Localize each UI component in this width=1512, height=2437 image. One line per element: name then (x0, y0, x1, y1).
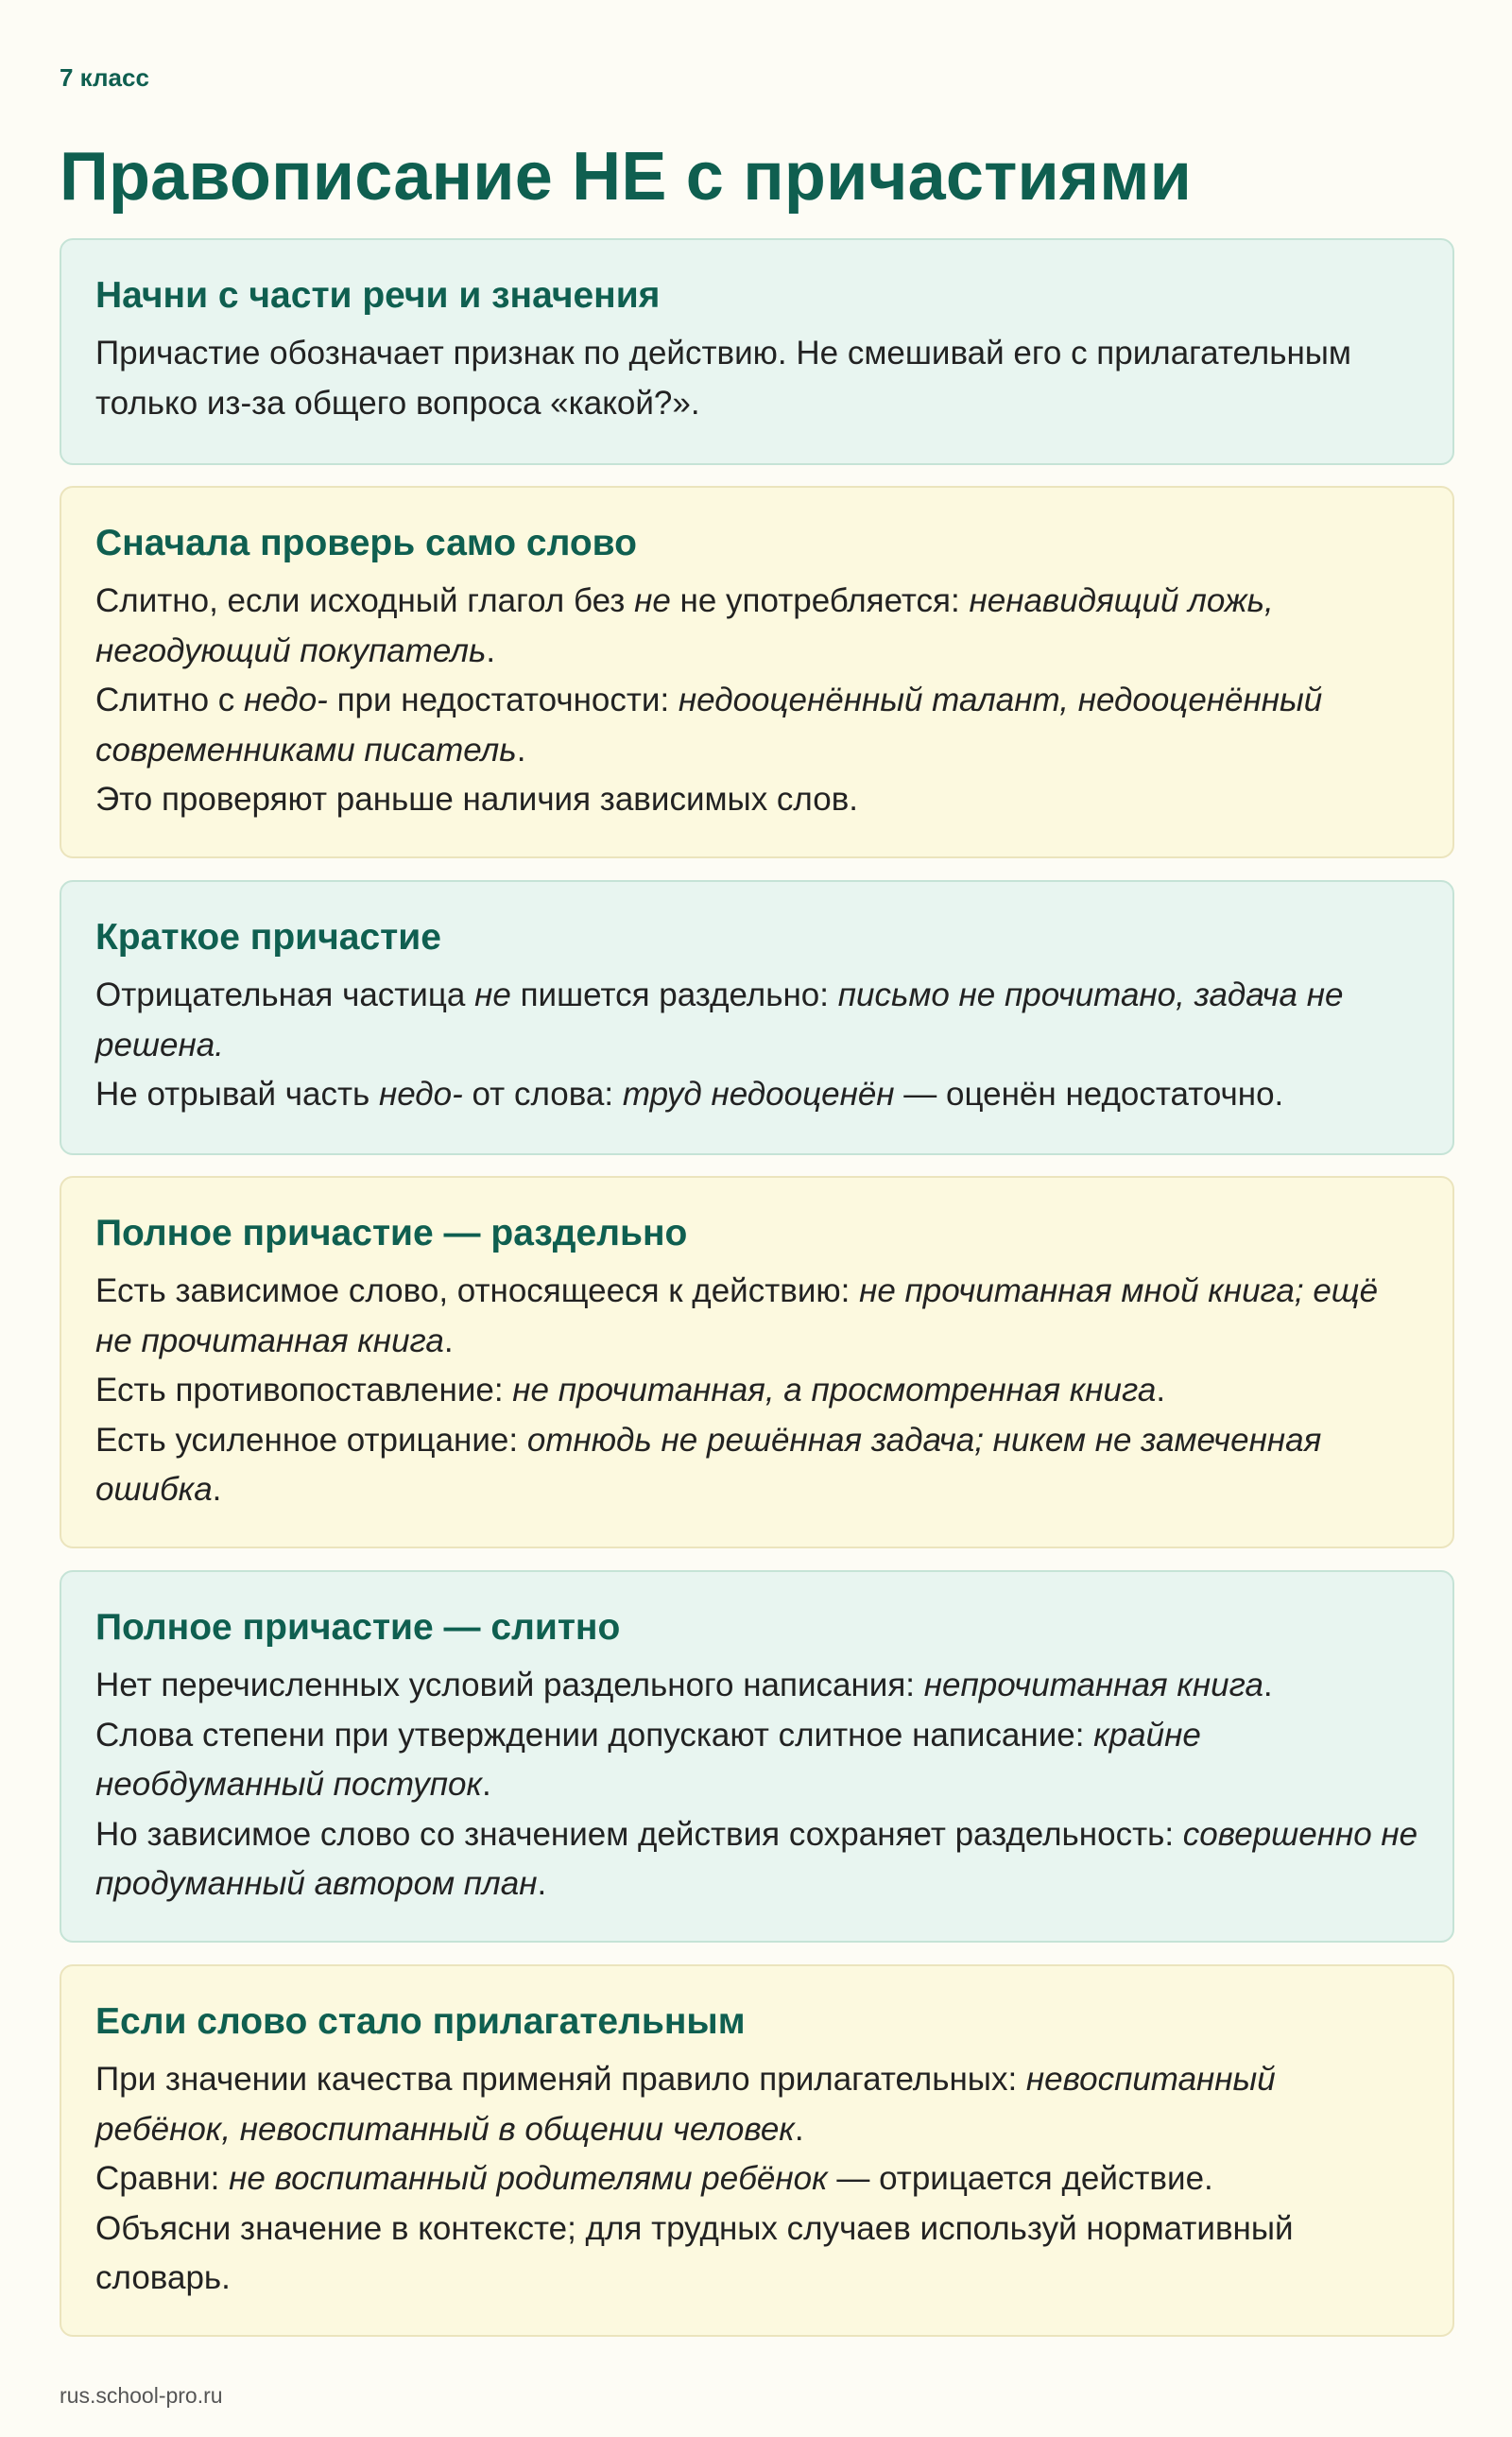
example-text: непрочитанная книга (923, 1667, 1263, 1703)
example-text: недо- (244, 682, 328, 718)
rule-text: Слова степени при утверждении допускают слитное написание: (95, 1716, 1094, 1754)
example-text: невоспитанный ребёнок, невоспитанный в общении человек (95, 2061, 1276, 2148)
card-line (95, 1416, 1418, 1515)
card-check-word (60, 486, 1454, 858)
rule-text: . (537, 1865, 547, 1902)
card-title: Краткое причастие (95, 917, 441, 958)
example-text: ненавидящий ложь, негодующий покупатель (95, 582, 1274, 669)
example-text: не прочитанная мной книга; ещё не прочитанная книга (95, 1272, 1379, 1359)
card-body (95, 971, 1418, 1120)
card-line (95, 2154, 1418, 2204)
card-title: Полное причастие — раздельно (95, 1213, 688, 1253)
rule-text: . (1156, 1372, 1166, 1409)
rule-text: . (443, 1322, 454, 1359)
rule-text: пишется раздельно: (510, 977, 838, 1013)
rule-text: Отрицательная частица (95, 977, 475, 1013)
card-title: Полное причастие — слитно (95, 1607, 621, 1648)
rule-text: Слитно с (95, 682, 245, 718)
rule-text: Но зависимое слово со значением действия сохраняет раздельность: (95, 1815, 1183, 1853)
example-text: письмо не прочитано, задача не решена. (95, 977, 1344, 1063)
rule-text: При значении качества применяй правило прилагательных: (95, 2061, 1026, 2098)
rule-text: Есть усиленное отрицание: (95, 1421, 527, 1459)
example-text: недооценённый талант, недооценённый современниками писатель (95, 682, 1323, 769)
footer-site: rus.school-pro.ru (60, 2383, 223, 2408)
card-line (95, 577, 1418, 676)
card-body (95, 577, 1418, 825)
rule-text: — оценён недостаточно. (894, 1076, 1284, 1113)
card-title: Сначала проверь само слово (95, 523, 637, 563)
rule-text: — отрицается действие. (827, 2160, 1213, 2197)
rule-text: . (794, 2110, 804, 2148)
rule-text: при недостаточности: (327, 682, 679, 718)
card-line (95, 1661, 1418, 1711)
example-text: не (474, 977, 511, 1013)
example-text: недо- (378, 1076, 463, 1113)
rule-text: Причастие обозначает признак по действию. Не смешивай его с прилагательным только из-за общего вопроса «какой?». (95, 335, 1351, 422)
grade-label: 7 класс (60, 63, 149, 92)
rule-text: Есть противопоставление: (95, 1372, 513, 1409)
card-line (95, 1810, 1418, 1910)
rule-text: от слова: (462, 1076, 623, 1113)
rule-text: Это проверяют раньше наличия зависимых слов. (95, 781, 859, 818)
card-line (95, 2204, 1418, 2304)
example-text: не воспитанный родителями ребёнок (229, 2160, 828, 2197)
rule-text: Объясни значение в контексте; для трудных случаев используй нормативный словарь. (95, 2209, 1294, 2296)
rule-text: Не отрывай часть (95, 1076, 379, 1113)
card-title: Начни с части речи и значения (95, 275, 661, 316)
example-text: не прочитанная, а просмотренная книга (512, 1372, 1157, 1409)
card-body (95, 2055, 1418, 2304)
rule-text: . (516, 731, 526, 769)
example-text: труд недооценён (622, 1076, 895, 1113)
example-text: совершенно не продуманный автором план (95, 1815, 1418, 1902)
rule-text: . (482, 1766, 491, 1803)
rule-text: Сравни: (95, 2160, 230, 2197)
card-body (95, 1661, 1418, 1910)
card-full-separate (60, 1176, 1454, 1548)
rule-text: Есть зависимое слово, относящееся к действию: (95, 1272, 860, 1309)
card-part-of-speech (60, 238, 1454, 465)
card-line (95, 1366, 1418, 1416)
card-line (95, 775, 1418, 825)
card-line (95, 676, 1418, 775)
card-short-participle (60, 880, 1454, 1155)
rule-text: . (1263, 1667, 1273, 1703)
card-line (95, 971, 1418, 1070)
card-full-together (60, 1570, 1454, 1943)
card-line (95, 2055, 1418, 2154)
rule-text: Слитно, если исходный глагол без (95, 582, 635, 619)
card-title: Если слово стало прилагательным (95, 2001, 746, 2042)
card-line (95, 1070, 1418, 1120)
card-line (95, 1267, 1418, 1366)
page-title: Правописание НЕ с причастиями (60, 139, 1193, 215)
card-body (95, 329, 1418, 428)
example-text: крайне необдуманный поступок (95, 1716, 1201, 1803)
card-body (95, 1267, 1418, 1515)
example-text: не (634, 582, 671, 619)
card-line (95, 1711, 1418, 1810)
rule-text: Нет перечисленных условий раздельного написания: (95, 1667, 924, 1703)
rule-text: . (486, 631, 496, 669)
rule-text: . (212, 1471, 222, 1508)
card-adjective (60, 1964, 1454, 2337)
card-line (95, 329, 1418, 428)
rule-text: не употребляется: (670, 582, 970, 619)
example-text: отнюдь не решённая задача; никем не замеченная ошибка (95, 1421, 1322, 1508)
